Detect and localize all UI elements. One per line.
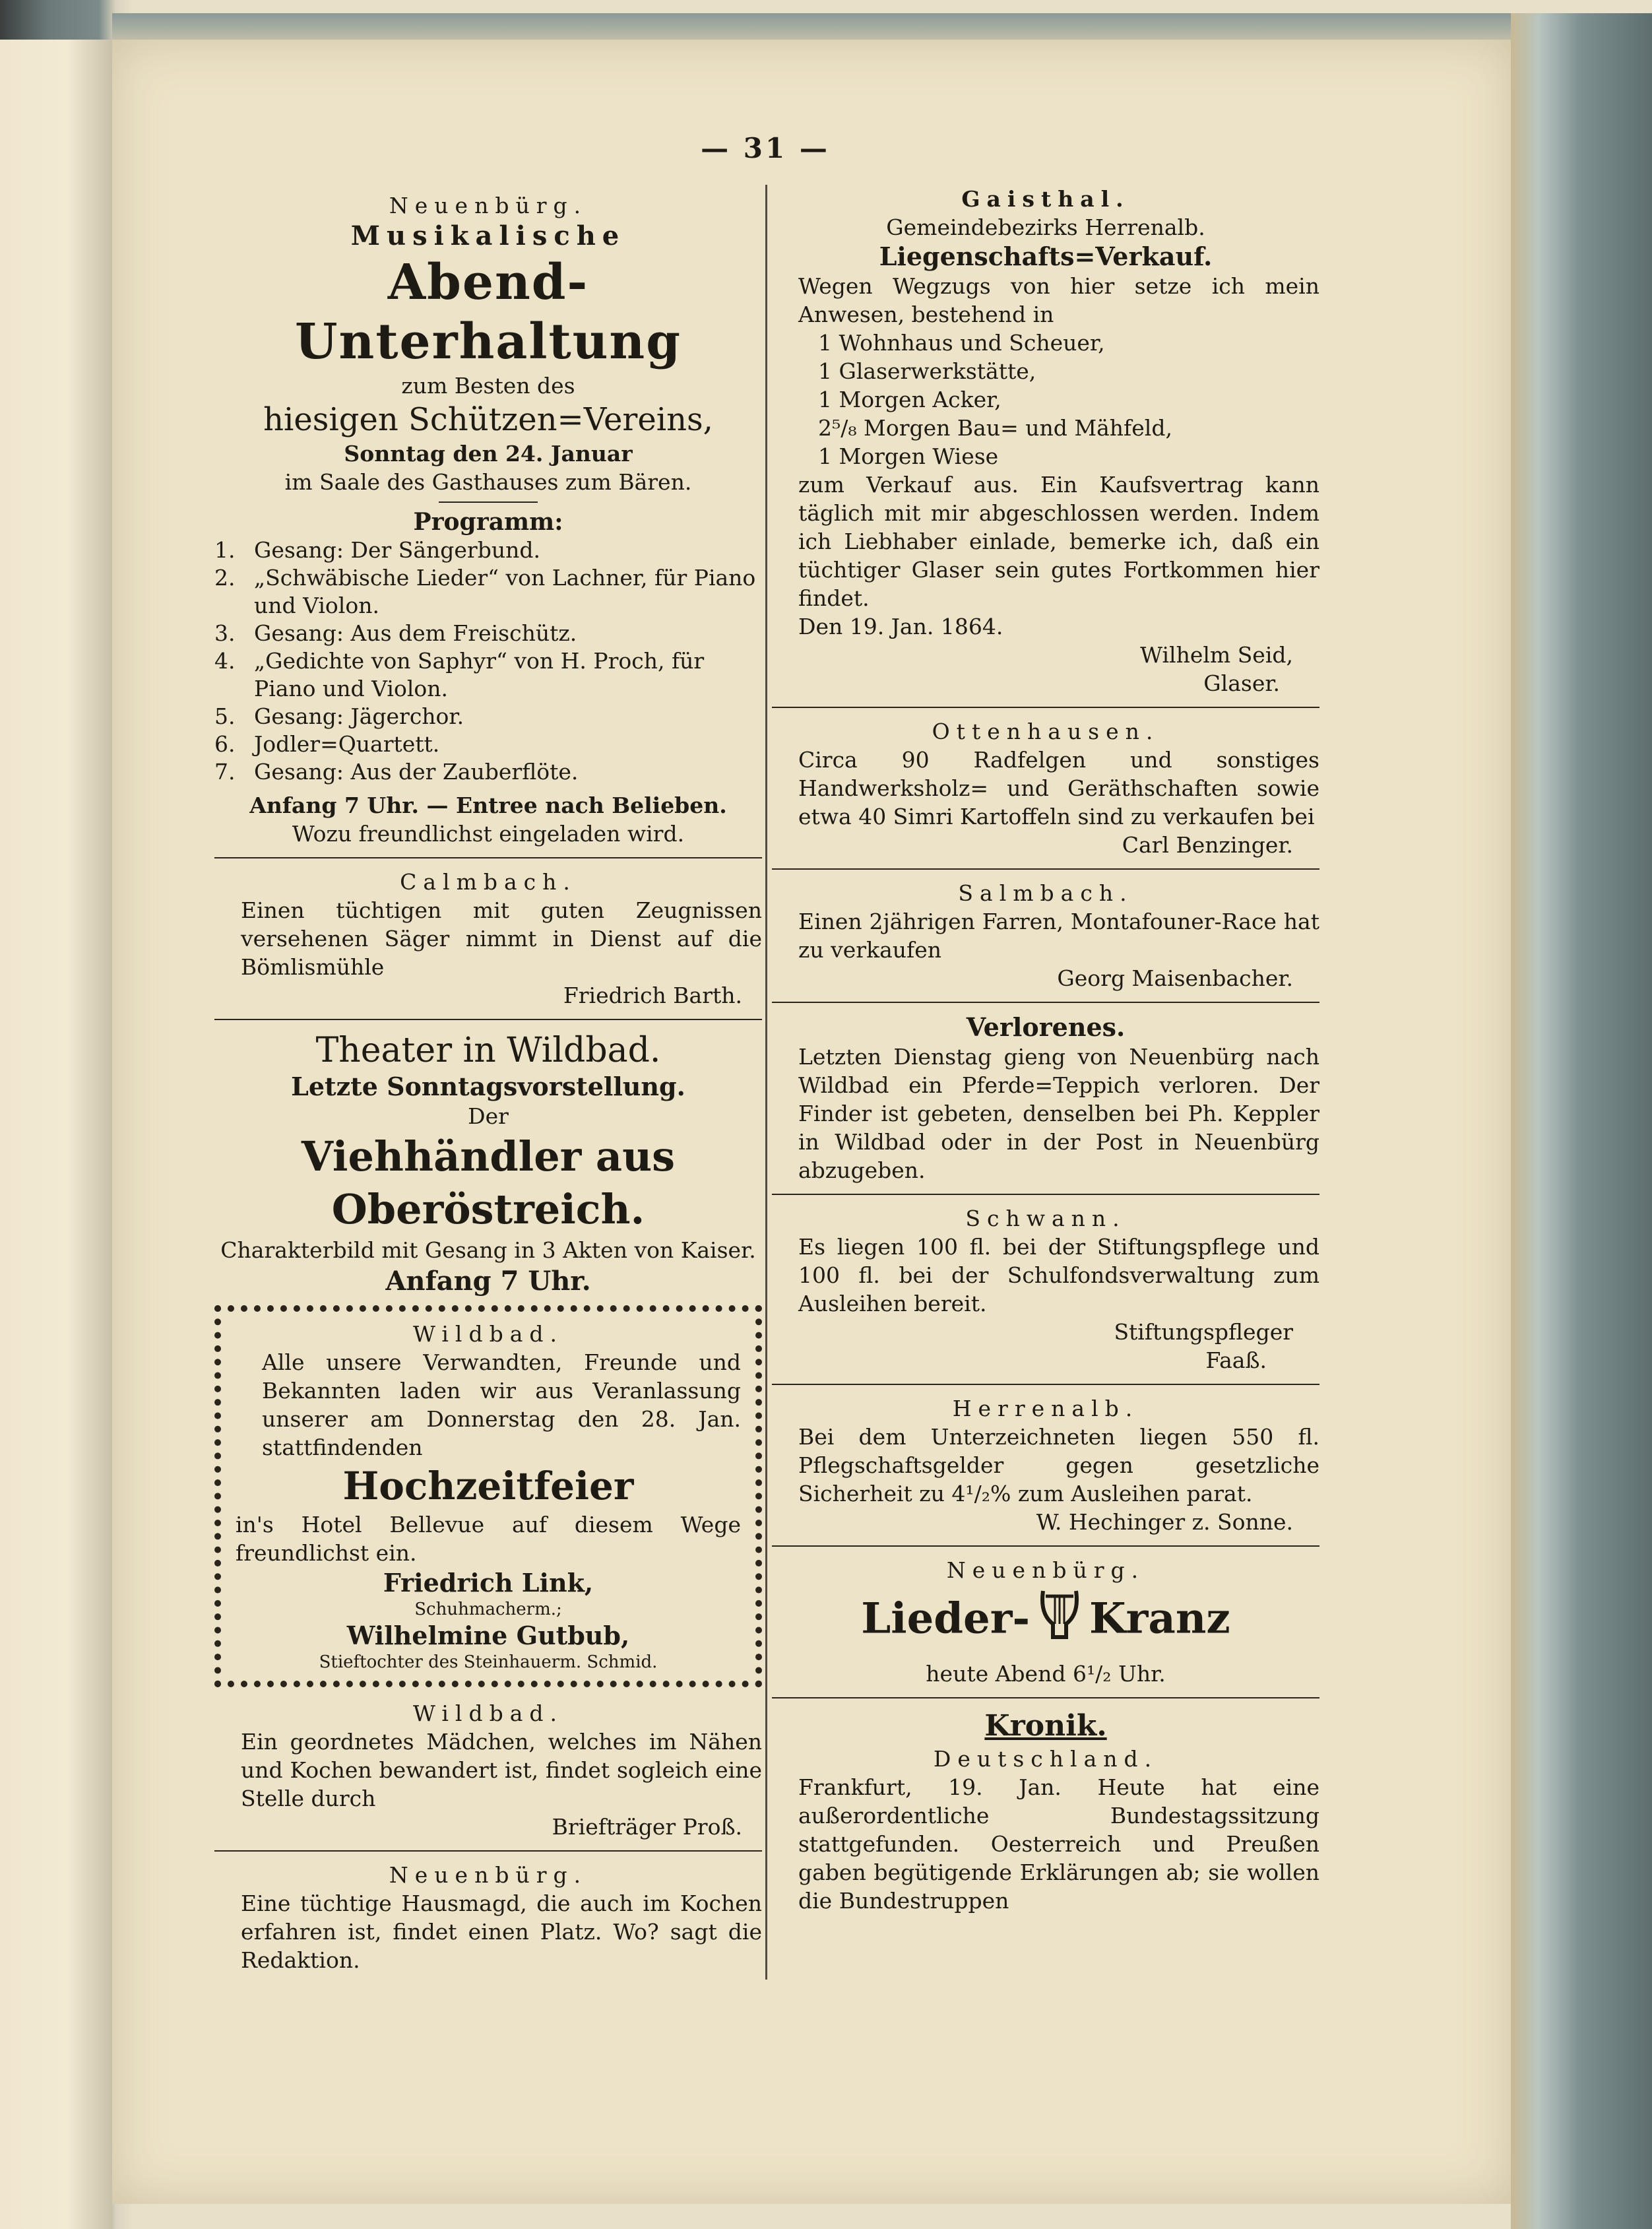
divider [439, 501, 538, 503]
title-part: Lieder- [861, 1594, 1031, 1644]
ad-signature: Wilhelm Seid, [1140, 642, 1293, 668]
divider [772, 868, 1319, 870]
ad-place: Gaisthal. [961, 186, 1130, 212]
name-groom: Friedrich Link, [383, 1568, 594, 1598]
divider [772, 1194, 1319, 1195]
ad-line: hiesigen Schützen=Vereins, [263, 401, 713, 438]
list-item: 2⁵/₈ Morgen Bau= und Mähfeld, [818, 415, 1172, 441]
ad-verlorenes [772, 1012, 1319, 1184]
program-item: 1. Gesang: Der Sängerbund. [214, 537, 540, 563]
ad-sub: Gemeindebezirks Herrenalb. [886, 214, 1205, 240]
ad-neuenbuerg [214, 1861, 762, 1974]
list-item: 1 Morgen Wiese [818, 443, 999, 469]
left-page-edge [0, 40, 112, 2229]
ad-time: heute Abend 6¹/₂ Uhr. [926, 1661, 1166, 1687]
role-bride: Stieftochter des Steinhauerm. Schmid. [319, 1652, 658, 1672]
ad-place: Schwann. [965, 1206, 1126, 1231]
ad-herrenalb [772, 1394, 1319, 1536]
liederkranz-title [772, 1584, 1319, 1660]
right-column [772, 185, 1319, 1915]
program-item: und Violon. [254, 593, 379, 618]
ad-place: Neuenbürg. [389, 1862, 588, 1888]
divider [772, 1545, 1319, 1547]
program-item: 6. Jodler=Quartett. [214, 731, 440, 757]
column-divider [765, 185, 767, 1980]
ad-title: Abend-Unterhaltung [295, 254, 682, 370]
news-text: Frankfurt, 19. Jan. Heute hat eine außerordentliche Bundestagssitzung stattgefunden. Oesterreich und Preußen gaben begütigende Erklärungen ab; sie wollen die Bundestruppen [798, 1774, 1319, 1914]
ad-place: Calmbach. [400, 869, 577, 895]
ad-schwann [772, 1204, 1319, 1374]
program-item: Piano und Violon. [254, 676, 449, 701]
ad-ottenhausen [772, 717, 1319, 859]
wedding-title: Hochzeitfeier [342, 1464, 634, 1508]
ad-signature: Georg Maisenbacher. [1057, 965, 1293, 991]
ad-text: Alle unsere Verwandten, Freunde und Bekannten laden wir aus Veranlassung unserer am Donnerstag den 28. Jan. stattfindenden [262, 1349, 741, 1460]
ad-role: Glaser. [1203, 670, 1280, 696]
program-list [214, 536, 762, 786]
ad-place: Wildbad. [413, 1321, 563, 1347]
program-item: 2. „Schwäbische Lieder“ von Lachner, für Piano [214, 565, 756, 591]
ad-gaisthal [772, 185, 1319, 697]
book-cover-edge [1511, 13, 1652, 2229]
ad-text: Ein geordnetes Mädchen, welches im Nähen und Kochen bewandert ist, findet sogleich eine Stelle durch [241, 1729, 762, 1811]
divider [214, 857, 762, 858]
ad-text: Letzten Dienstag gieng von Neuenbürg nach Wildbad ein Pferde=Teppich verloren. Der Finder ist gebeten, denselben bei Ph. Keppler in Wildbad oder in der Post in Neuenbürg abzugeben. [798, 1044, 1319, 1183]
ad-text: Einen tüchtigen mit guten Zeugnissen versehenen Säger nimmt in Dienst auf die Bömlismühle [241, 897, 762, 980]
play-desc: Charakterbild mit Gesang in 3 Akten von Kaiser. [220, 1237, 756, 1263]
ad-signature: Briefträger Proß. [552, 1814, 742, 1840]
name-bride: Wilhelmine Gutbub, [346, 1621, 630, 1650]
divider [772, 1384, 1319, 1385]
theater-der: Der [468, 1103, 509, 1129]
theater-title: Theater in Wildbad. [315, 1031, 661, 1070]
left-column [214, 191, 762, 1974]
ad-text: Einen 2jährigen Farren, Montafouner-Race hat zu verkaufen [798, 909, 1319, 963]
ad-theater [214, 1029, 762, 1299]
divider [772, 1002, 1319, 1003]
divider [772, 707, 1319, 708]
program-title: Programm: [413, 508, 563, 536]
section-title: Kronik. [984, 1709, 1107, 1743]
ad-place: Neuenbürg. [946, 1557, 1145, 1583]
ad-kicker: Musikalische [350, 220, 626, 251]
play-title: Viehhändler aus Oberöstreich. [301, 1132, 676, 1233]
ad-salmbach [772, 879, 1319, 992]
invitation: Wozu freundlichst eingeladen wird. [292, 821, 685, 847]
ad-wildbad [214, 1699, 762, 1841]
ad-hochzeit [214, 1305, 762, 1687]
ad-date: Den 19. Jan. 1864. [798, 614, 1003, 639]
divider [214, 1019, 762, 1020]
ad-title: Liegenschafts=Verkauf. [879, 242, 1213, 271]
ad-place: Herrenalb. [952, 1396, 1139, 1421]
ad-name: Faaß. [1205, 1347, 1267, 1373]
divider [214, 1850, 762, 1852]
ad-calmbach [214, 868, 762, 1010]
theater-sub: Letzte Sonntagsvorstellung. [291, 1072, 685, 1101]
divider [772, 1697, 1319, 1698]
lyre-icon [1036, 1584, 1083, 1660]
ad-place: Wildbad. [413, 1700, 563, 1726]
program-item: 4. „Gedichte von Saphyr“ von H. Proch, für [214, 648, 705, 674]
ad-title: Verlorenes. [966, 1012, 1126, 1042]
title-part: Kranz [1089, 1594, 1230, 1644]
ad-text: Circa 90 Radfelgen und sonstiges Handwerksholz= und Geräthschaften sowie etwa 40 Simri Kartoffeln sind zu verkaufen bei [798, 747, 1319, 829]
role-groom: Schuhmacherm.; [414, 1599, 562, 1619]
ad-text: Bei dem Unterzeichneten liegen 550 fl. Pflegschaftsgelder gegen gesetzliche Sicherheit zu 4¹/₂% zum Ausleihen parat. [798, 1424, 1319, 1506]
play-start: Anfang 7 Uhr. [385, 1266, 591, 1297]
program-item: 3. Gesang: Aus dem Freischütz. [214, 620, 577, 646]
country-heading: Deutschland. [933, 1746, 1159, 1772]
program-item: 7. Gesang: Aus der Zauberflöte. [214, 759, 579, 785]
ad-text: Eine tüchtige Hausmagd, die auch im Kochen erfahren ist, findet einen Platz. Wo? sagt die Redaktion. [241, 1890, 762, 1973]
item-list [772, 329, 1319, 470]
ad-liederkranz [772, 1556, 1319, 1688]
ad-signature: Carl Benzinger. [1122, 832, 1293, 858]
ad-text: Es liegen 100 fl. bei der Stiftungspflege und 100 fl. bei der Schulfondsverwaltung zum Ausleihen bereit. [798, 1234, 1319, 1316]
start-time: Anfang 7 Uhr. — Entree nach Belieben. [249, 792, 727, 818]
program-item: 5. Gesang: Jägerchor. [214, 703, 464, 729]
ad-text: in's Hotel Bellevue auf diesem Wege freundlichst ein. [236, 1512, 741, 1566]
ad-text: zum Verkauf aus. Ein Kaufsvertrag kann täglich mit mir abgeschlossen werden. Indem ich Liebhaber einlade, bemerke ich, daß ein tüchtiger Glaser sein gutes Fortkommen hier findet. [798, 472, 1319, 611]
ad-line: Sonntag den 24. Januar [344, 441, 633, 467]
ad-signature: Friedrich Barth. [563, 983, 742, 1008]
ad-signature: W. Hechinger z. Sonne. [1036, 1509, 1293, 1535]
section-kronik [772, 1708, 1319, 1915]
ad-line: im Saale des Gasthauses zum Bären. [284, 469, 692, 495]
ad-musik [214, 191, 762, 848]
ad-place: Ottenhausen. [932, 719, 1160, 744]
ad-line: zum Besten des [401, 373, 575, 399]
ad-text: Wegen Wegzugs von hier setze ich mein Anwesen, bestehend in [798, 273, 1319, 327]
list-item: 1 Wohnhaus und Scheuer, [818, 330, 1105, 356]
list-item: 1 Glaserwerkstätte, [818, 358, 1036, 384]
ad-signature: Stiftungspfleger [1114, 1319, 1293, 1345]
ad-place: Salmbach. [958, 880, 1133, 906]
page-number: — 31 — [701, 132, 830, 164]
ad-place: Neuenbürg. [389, 193, 588, 218]
list-item: 1 Morgen Acker, [818, 387, 1001, 412]
